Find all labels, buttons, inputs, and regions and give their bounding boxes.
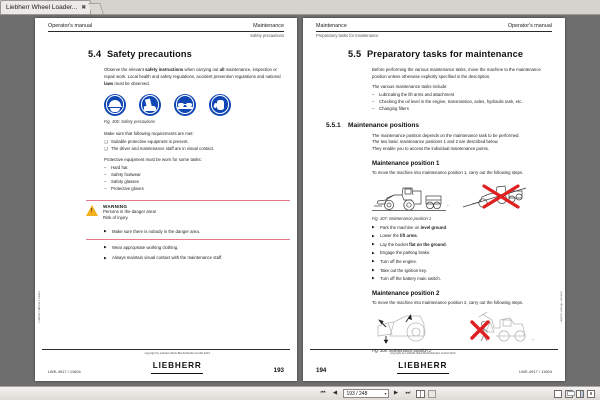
pictogram-row xyxy=(104,94,290,116)
running-head-right: Operator's manual xyxy=(507,23,552,29)
previous-page-button[interactable]: ◀ xyxy=(332,389,338,396)
intro-paragraph: Observe the relevant safety instructions when carrying out all maintenance, inspection or repair work. Local health and safety regulations, accident prevention regulations and national laws must be observed. xyxy=(104,66,281,86)
two-page-spread-icon[interactable] xyxy=(576,390,584,398)
position2-lead: To move the machine into maintenance position 2, carry out the following steps. xyxy=(372,300,524,306)
position1-lead-block xyxy=(310,170,558,177)
page-footer xyxy=(42,349,290,375)
page-193 xyxy=(35,18,297,381)
warning-consequence: Risk of injury. xyxy=(103,215,129,221)
page-navigation-group xyxy=(200,389,554,399)
section-title: Safety precautions xyxy=(107,48,192,59)
list-item: – Hard hat xyxy=(104,165,282,172)
list-item: ▶ Engage the parking brake. xyxy=(372,250,550,257)
running-head xyxy=(310,23,558,29)
page-side-text: Liebherr Wheel Loader xyxy=(559,291,563,323)
tasks-intro: The various maintenance tasks include: xyxy=(372,83,448,89)
position2-heading: Maintenance position 2 xyxy=(372,290,440,298)
save-icon[interactable] xyxy=(565,390,573,398)
position1-steps-list xyxy=(372,225,550,283)
tasks-list xyxy=(372,92,550,113)
list-item: – Lubricating the lift arms and attachment xyxy=(372,92,550,99)
document-tab[interactable] xyxy=(0,0,91,14)
list-item: – Safety footwear xyxy=(104,172,282,179)
list-item: ▶ Turn off the engine. xyxy=(372,259,550,266)
list-item: ❑ Suitable protective equipment is present. xyxy=(104,139,282,146)
first-page-button[interactable]: ⏮ xyxy=(320,389,326,396)
figure-caption-label: Fig. 306: xyxy=(104,119,120,125)
intro-paragraph: Before performing the various maintenance tasks, move the machine to the maintenance position unless otherwise explicitly specified in the description. xyxy=(372,66,541,79)
subsection-title: Maintenance positions xyxy=(348,121,420,129)
subsection-heading xyxy=(310,122,558,129)
position1-heading: Maintenance position 1 xyxy=(372,160,440,168)
running-head-left: Maintenance xyxy=(316,23,347,29)
figure-caption-label: Fig. 308: xyxy=(372,347,388,353)
requirements-intro: Make sure that following requirements are met: xyxy=(104,131,194,137)
page-194 xyxy=(303,18,565,381)
closing-steps-block xyxy=(42,245,290,262)
footer-document-code: LWE-4917 / 11604 xyxy=(519,369,552,374)
bucket-lowered-illustration xyxy=(372,310,446,344)
warning-triangle-icon xyxy=(86,205,98,216)
page-side-text: Liebherr Wheel Loader xyxy=(38,291,41,323)
position1-figure xyxy=(310,182,558,221)
figure-caption xyxy=(372,216,558,221)
position2-lead-block xyxy=(310,300,558,307)
page-number: 193 xyxy=(273,367,284,374)
footer-rule xyxy=(310,349,558,350)
closing-steps-list xyxy=(104,245,282,262)
viewer-toolbar xyxy=(0,386,600,400)
list-item: ▶ Take out the ignition key. xyxy=(372,268,550,275)
warning-hazard: Persons in the danger area! xyxy=(103,208,157,214)
footer-logo-block xyxy=(81,352,274,375)
page-number-input[interactable] xyxy=(343,389,389,398)
footer-document-code: LWE-4917 / 11604 xyxy=(48,369,81,374)
running-head-left: Operator's manual xyxy=(48,23,93,29)
figure-caption-text: Maintenance position 1 xyxy=(389,215,432,221)
subsection-line: The maintenance position depends on the maintenance task to be performed. xyxy=(372,132,520,138)
page-title xyxy=(310,49,558,59)
subsection-line: They enable you to access the individual maintenance points. xyxy=(372,146,490,152)
running-sub: Safety precautions xyxy=(250,32,284,38)
ppe-list xyxy=(104,165,282,193)
warning-box xyxy=(42,200,290,240)
hard-hat-pictogram xyxy=(104,94,126,116)
liebherr-logo: LIEBHERR xyxy=(398,360,448,370)
safety-footwear-pictogram xyxy=(139,94,161,116)
thumbnail-view-icon[interactable] xyxy=(428,390,436,398)
list-item: ▶ Make sure there is nobody in the danger area. xyxy=(104,229,290,236)
wheel-loader-slope-prohibited-illustration xyxy=(462,182,528,212)
intro-block xyxy=(42,67,290,88)
list-item: – Changing filters xyxy=(372,106,550,113)
figure-caption-text: Safety precautions xyxy=(121,119,155,125)
footer-copyright: copyright by Liebherr-Werk Bischofshofen GmbH 2013 xyxy=(390,351,456,355)
position2-figure xyxy=(310,310,558,353)
section-number: 5.5 xyxy=(348,48,362,59)
page-number: 194 xyxy=(316,367,327,374)
warning-title: WARNING xyxy=(103,203,128,209)
page-number-value: 193 / 248 xyxy=(346,390,368,397)
tab-strip-filler xyxy=(88,3,104,14)
subsection-number: 5.5.1 xyxy=(326,121,341,129)
list-item: – Safety glasses xyxy=(104,179,282,186)
page-footer xyxy=(310,349,558,375)
position1-steps-block xyxy=(310,225,558,283)
section-number: 5.4 xyxy=(88,48,102,59)
safety-glasses-pictogram xyxy=(174,94,196,116)
toolbar-view-controls xyxy=(554,390,600,398)
document-tab-label: Liebherr Wheel Loader... xyxy=(6,4,78,11)
list-item: ▶ Turn off the battery main switch. xyxy=(372,276,550,283)
list-item: ❑ The driver and maintenance staff are in visual contact. xyxy=(104,146,282,153)
section-title: Preparatory tasks for maintenance xyxy=(367,48,524,59)
list-item: ▶ Lower the lift arms. xyxy=(372,233,550,240)
list-item: ▶ Always maintain visual contact with the maintenance staff. xyxy=(104,255,282,262)
logo-underline xyxy=(151,373,203,374)
liebherr-logo: LIEBHERR xyxy=(152,360,202,370)
page-spread xyxy=(35,18,565,381)
figure-side-mark: L xyxy=(531,338,534,340)
position1-lead: To move the machine into maintenance position 1, carry out the following steps. xyxy=(372,170,524,176)
safety-figure xyxy=(42,94,290,125)
running-head xyxy=(42,23,290,29)
fit-page-icon[interactable] xyxy=(587,390,595,398)
footer-rule xyxy=(42,349,290,350)
warning-bottom-rule xyxy=(86,239,290,240)
wheel-loader-side-illustration xyxy=(372,182,449,212)
chevron-down-icon[interactable]: ▾ xyxy=(384,391,387,396)
page-title xyxy=(42,49,290,59)
protective-gloves-pictogram xyxy=(209,94,231,116)
next-page-button[interactable]: ▶ xyxy=(393,389,399,396)
logo-underline xyxy=(397,373,449,374)
ppe-intro: Protective equipment must be worn for some tasks: xyxy=(104,157,202,162)
list-item: – Checking the oil level in the engine, transmission, axles, hydraulic tank, etc. xyxy=(372,99,550,106)
figure-side-mark: L xyxy=(446,204,449,207)
document-canvas[interactable] xyxy=(0,15,600,386)
single-page-view-icon[interactable] xyxy=(554,390,562,398)
figure-caption-text: Maintenance position 2 xyxy=(389,347,432,353)
list-item: ▶ Park the machine on level ground. xyxy=(372,225,550,232)
running-head-right: Maintenance xyxy=(253,23,284,29)
person-under-load-prohibited-illustration xyxy=(462,310,534,344)
footer-copyright: copyright by Liebherr-Werk Bischofshofen GmbH 2013 xyxy=(144,351,210,355)
figure-caption-label: Fig. 307: xyxy=(372,215,388,221)
subsection-line: The two basic maintenance positions 1 and 2 are described below. xyxy=(372,139,499,145)
subsection-body xyxy=(310,133,558,154)
browser-tab-strip xyxy=(0,0,600,15)
list-item: ▶ Lay the bucket flat on the ground. xyxy=(372,242,550,249)
requirements-block xyxy=(42,131,290,193)
page-layout-icon[interactable] xyxy=(416,390,425,398)
figure-caption xyxy=(104,119,290,124)
footer-logo-block xyxy=(326,352,519,375)
list-item: ▶ Wear appropriate working clothing. xyxy=(104,245,282,252)
running-sub: Preparatory tasks for maintenance xyxy=(316,32,379,38)
list-item: – Protective gloves xyxy=(104,186,282,193)
requirements-list xyxy=(104,139,282,153)
intro-block xyxy=(310,67,558,113)
last-page-button[interactable]: ⏭ xyxy=(405,389,411,396)
warning-action-list xyxy=(86,229,290,236)
close-icon[interactable]: ✖ xyxy=(81,4,87,11)
